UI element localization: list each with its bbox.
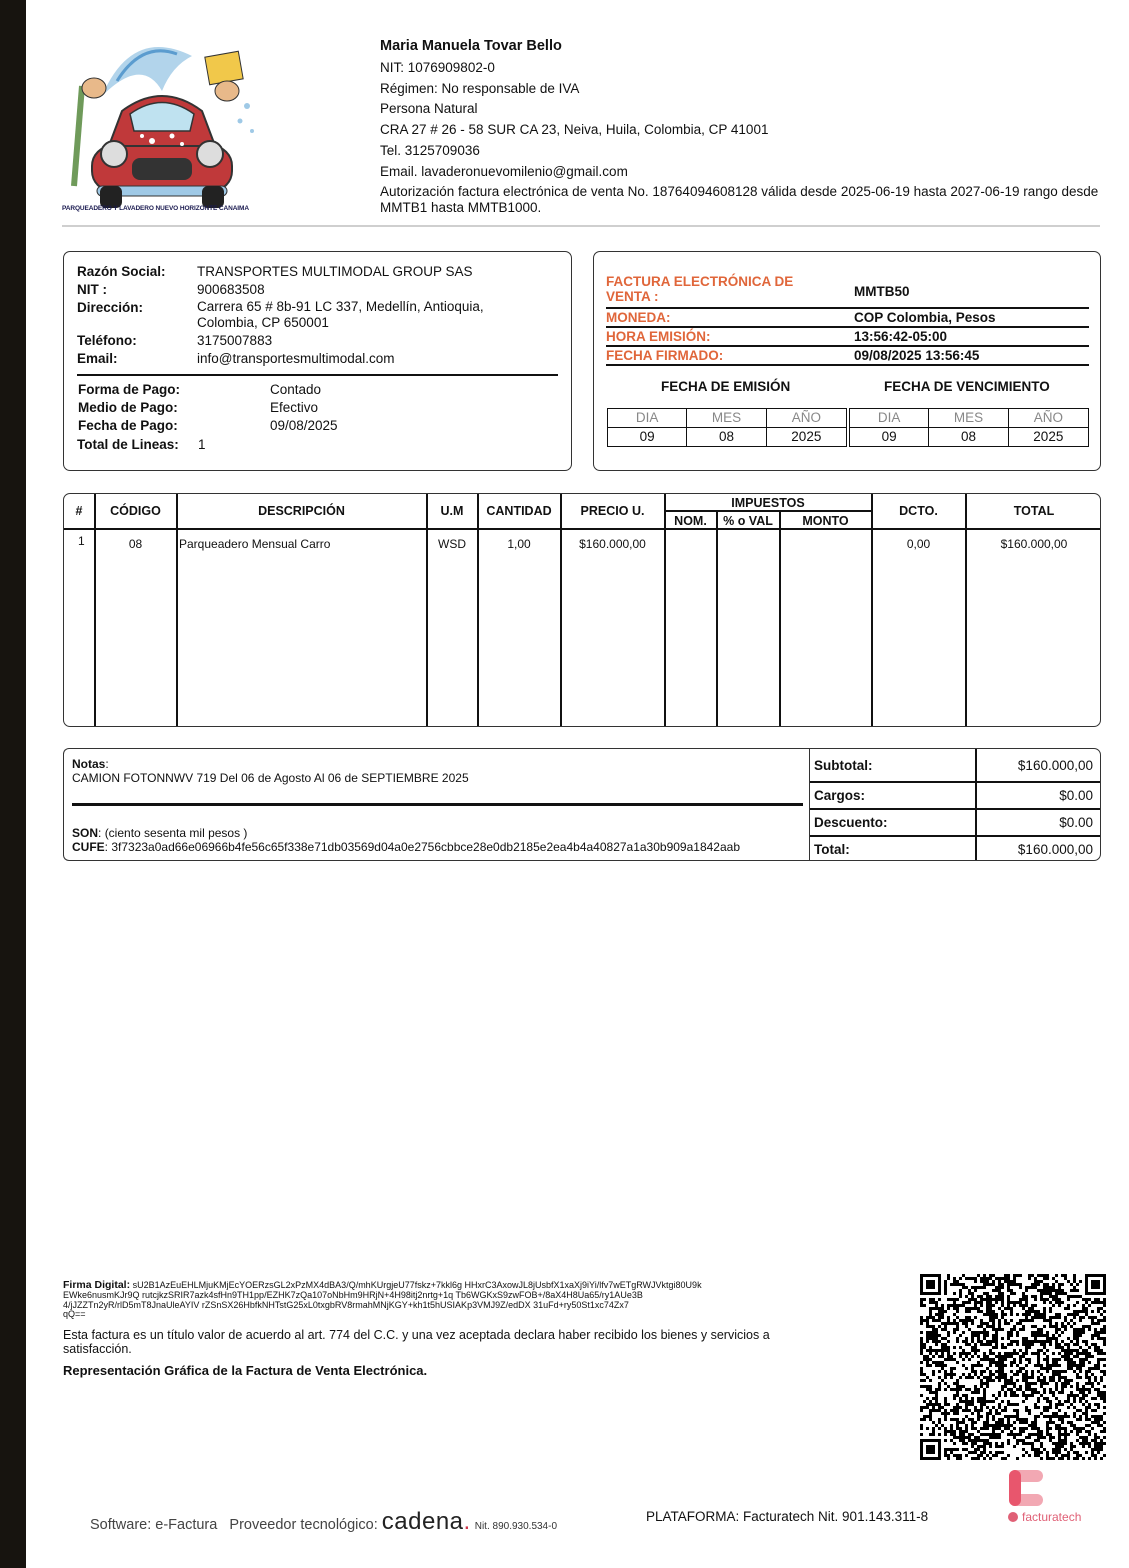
logo-caption: PARQUEADERO Y LAVADERO NUEVO HORIZONTE CANAIMA (62, 205, 249, 212)
fecha-firmado-value: 09/08/2025 13:56:45 (854, 348, 980, 363)
invoice-type-label: FACTURA ELECTRÓNICA DE VENTA : (606, 274, 794, 304)
header-divider (64, 528, 1100, 530)
firma-line-1: sU2B1AzEuEHLMjuKMjEcYOERzsGL2xPzMX4dBA3/Q/mhKUrgjeU77fskz+7kkl6g HHxrC3AxowJL8jUsbfX1xaXj9iYi/lfv7wETgRWJVktgi80U9k (132, 1280, 702, 1290)
direccion-value: Carrera 65 # 8b-91 LC 337, Medellín, Antioquia, Colombia, CP 650001 (197, 299, 484, 330)
payment-details (78, 381, 558, 454)
telefono-label: Teléfono: (77, 333, 137, 348)
plataforma-text: PLATAFORMA: Facturatech Nit. 901.143.311-8 (646, 1509, 929, 1524)
invoice-number: MMTB50 (854, 284, 910, 299)
th-pct: % o VAL (723, 514, 773, 528)
cadena-nit: Nit. 890.930.534-0 (474, 1521, 558, 1532)
qr-code (920, 1274, 1106, 1460)
client-nit-value: 900683508 (197, 282, 265, 297)
telefono-value: 3175007883 (197, 333, 273, 348)
emision-dia-label: DIA (608, 409, 687, 428)
fecha-emision-grid (607, 408, 847, 447)
hora-row (606, 328, 1089, 347)
cufe-value: 3f7323a0ad66e06966b4fe56c65f338e71db03569d04a0e2756cbbce28e0db2185e2ea4b4a40827a1a30b909a1842aab (111, 839, 740, 854)
notes-divider (72, 803, 803, 806)
issuer-authorization: Autorización factura electrónica de venta No. 18764094608128 válida desde 2025-06-19 hasta 2027-06-19 rango desde MMTB1 hasta MMTB1000. (380, 184, 1099, 216)
totals-divider (810, 808, 1100, 810)
cargos-value: $0.00 (1059, 788, 1093, 803)
client-nit-label: NIT : (77, 282, 107, 297)
notas-label: Notas (72, 757, 106, 771)
forma-pago-label: Forma de Pago: (78, 382, 181, 397)
client-details (77, 263, 557, 368)
row-um: WSD (438, 537, 466, 551)
fecha-pago-label: Fecha de Pago: (78, 418, 178, 433)
emision-dia: 09 (608, 428, 687, 447)
software-credit (90, 1508, 557, 1536)
th-nom: NOM. (674, 514, 707, 528)
row-codigo: 08 (128, 537, 143, 551)
moneda-row (606, 309, 1089, 328)
fecha-vencimiento-grid (849, 408, 1089, 447)
th-impuestos: IMPUESTOS (731, 496, 805, 510)
notas-value: CAMION FOTONNWV 719 Del 06 de Agosto Al 06 de SEPTIEMBRE 2025 (72, 770, 469, 785)
firma-line-2: EWke6nusmKJr9Q rutcjkzSRIR7azk4sfHn9TH1pp/EZHK7zQa107oNbHm9HRjN+4H98itj2nrtg+1q Tb6WGKxS9zwFOB+/8aX4H8Ua65/ry1AUe3B (63, 1289, 643, 1300)
issuer-nit: NIT: 1076909802-0 (380, 60, 495, 75)
hora-emision-label: HORA EMISIÓN: (606, 329, 711, 344)
legal-text: Esta factura es un título valor de acuerdo al art. 774 del C.C. y una vez aceptada declara haber recibido los bienes y servicios a satisfacción. (63, 1328, 770, 1356)
totals-divider (810, 781, 1100, 783)
th-precio: PRECIO U. (580, 504, 645, 518)
facturatech-dot-icon (1008, 1512, 1018, 1522)
invoice-info-box (593, 251, 1101, 471)
fecha-firmado-label: FECHA FIRMADO: (606, 348, 724, 363)
invoice-number-row (606, 274, 1089, 309)
descuento-label: Descuento: (814, 815, 888, 830)
header-divider (62, 225, 1100, 227)
vencimiento-mes-label: MES (929, 409, 1008, 428)
issuer-email: Email. lavaderonuevomilenio@gmail.com (380, 163, 628, 179)
totals-box (809, 748, 1101, 861)
descuento-value: $0.00 (1059, 815, 1093, 830)
th-cantidad: CANTIDAD (486, 504, 552, 518)
vencimiento-ano-label: AÑO (1009, 409, 1088, 428)
row-total: $160.000,00 (1000, 537, 1068, 551)
client-divider (77, 374, 558, 376)
row-num: 1 (78, 534, 85, 548)
emision-mes-label: MES (687, 409, 766, 428)
total-lineas-label: Total de Lineas: (77, 437, 179, 452)
cadena-logo: cadena. (381, 1508, 471, 1535)
medio-pago-value: Efectivo (270, 400, 319, 415)
client-email-label: Email: (77, 351, 118, 366)
facturatech-wordmark (1008, 1510, 1081, 1524)
cargos-label: Cargos: (814, 788, 866, 803)
moneda-label: MONEDA: (606, 310, 671, 325)
row-precio: $160.000,00 (579, 537, 646, 551)
vencimiento-dia-label: DIA (850, 409, 929, 428)
emision-ano: 2025 (791, 428, 822, 444)
th-descripcion: DESCRIPCIÓN (258, 504, 345, 518)
th-codigo: CÓDIGO (110, 504, 161, 518)
fecha-pago-value: 09/08/2025 (270, 418, 338, 433)
moneda-value: COP Colombia, Pesos (854, 310, 996, 325)
notes-box (63, 748, 810, 861)
facturatech-logo-icon (1006, 1468, 1046, 1508)
firma-line-4: qQ== (63, 1309, 86, 1320)
facturatech-label: facturatech (1022, 1510, 1082, 1524)
representacion-grafica: Representación Gráfica de la Factura de Venta Electrónica. (63, 1363, 428, 1378)
hora-emision-value: 13:56:42-05:00 (854, 329, 948, 344)
emision-mes: 08 (687, 428, 766, 447)
issuer-info (380, 37, 1100, 216)
row-dcto: 0,00 (906, 537, 931, 551)
son-cufe-section: SON: (ciento sesenta mil pesos ) CUFE: 3f7323a0ad66e06966b4fe56c65f338e71db03569d04a0e2756cbbce28e0db2185e2ea4b4a40827a1a30b909a1842aab (72, 826, 740, 854)
th-um: U.M (440, 504, 464, 518)
row-cantidad: 1,00 (507, 537, 531, 551)
fecha-emision-title: FECHA DE EMISIÓN (661, 379, 791, 394)
impuestos-divider (664, 510, 871, 512)
th-total: TOTAL (1013, 504, 1055, 518)
razon-social-label: Razón Social: (77, 264, 166, 279)
forma-pago-value: Contado (270, 382, 322, 397)
col-divider (779, 511, 781, 726)
fecha-vencimiento-title: FECHA DE VENCIMIENTO (884, 379, 1050, 394)
totals-divider (810, 835, 1100, 837)
total-lineas-value: 1 (198, 437, 206, 452)
client-email-value: info@transportesmultimodal.com (197, 351, 395, 366)
col-divider (716, 511, 718, 726)
th-monto: MONTO (802, 514, 849, 528)
issuer-regimen: Régimen: No responsable de IVA (380, 80, 580, 96)
vencimiento-ano: 2025 (1033, 428, 1064, 444)
cufe-label: CUFE (72, 839, 105, 854)
issuer-name: Maria Manuela Tovar Bello (380, 38, 562, 54)
vencimiento-mes: 08 (929, 428, 1008, 447)
total-value: $160.000,00 (1017, 842, 1093, 857)
th-num: # (75, 504, 83, 518)
firma-line-3: 4/jJZZTn2yR/rlD5mT8JnaUleAYIV rZSnSX26HbfkNHTstG25xL0txgbRV8rmahMNjKGY+kh1t5hUSIAKp3VMJ9Z/edDX 31uFd+ry50St1xc74Zx7 (63, 1299, 629, 1310)
totals-col-divider (975, 749, 977, 860)
software-label: Software: e-Factura (90, 1517, 218, 1533)
left-edge-band (0, 0, 26, 1568)
client-box (63, 251, 572, 471)
firma-label: Firma Digital: (63, 1279, 131, 1291)
total-label: Total: (814, 842, 850, 857)
vencimiento-dia: 09 (850, 428, 929, 447)
digital-signature (63, 1281, 793, 1320)
son-label: SON (72, 826, 99, 840)
cadena-wordmark: cadena (381, 1508, 464, 1535)
items-table (63, 493, 1101, 727)
direccion-label: Dirección: (77, 300, 144, 315)
subtotal-value: $160.000,00 (1017, 758, 1093, 773)
proveedor-label: Proveedor tecnológico: (229, 1517, 378, 1533)
issuer-tel: Tel. 3125709036 (380, 142, 480, 158)
row-descripcion: Parqueadero Mensual Carro (179, 537, 331, 551)
issuer-persona: Persona Natural (380, 101, 478, 117)
razon-social-value: TRANSPORTES MULTIMODAL GROUP SAS (197, 264, 473, 279)
issuer-address: CRA 27 # 26 - 58 SUR CA 23, Neiva, Huila, Colombia, CP 41001 (380, 122, 769, 138)
firmado-row (606, 347, 1089, 366)
th-dcto: DCTO. (899, 504, 938, 518)
subtotal-label: Subtotal: (814, 758, 873, 773)
car-wash-logo (62, 36, 262, 216)
emision-ano-label: AÑO (767, 409, 846, 428)
notes-section: Notas: CAMION FOTONNWV 719 Del 06 de Agosto Al 06 de SEPTIEMBRE 2025 (72, 757, 469, 785)
son-value: (ciento sesenta mil pesos ) (104, 826, 248, 840)
medio-pago-label: Medio de Pago: (78, 400, 178, 415)
